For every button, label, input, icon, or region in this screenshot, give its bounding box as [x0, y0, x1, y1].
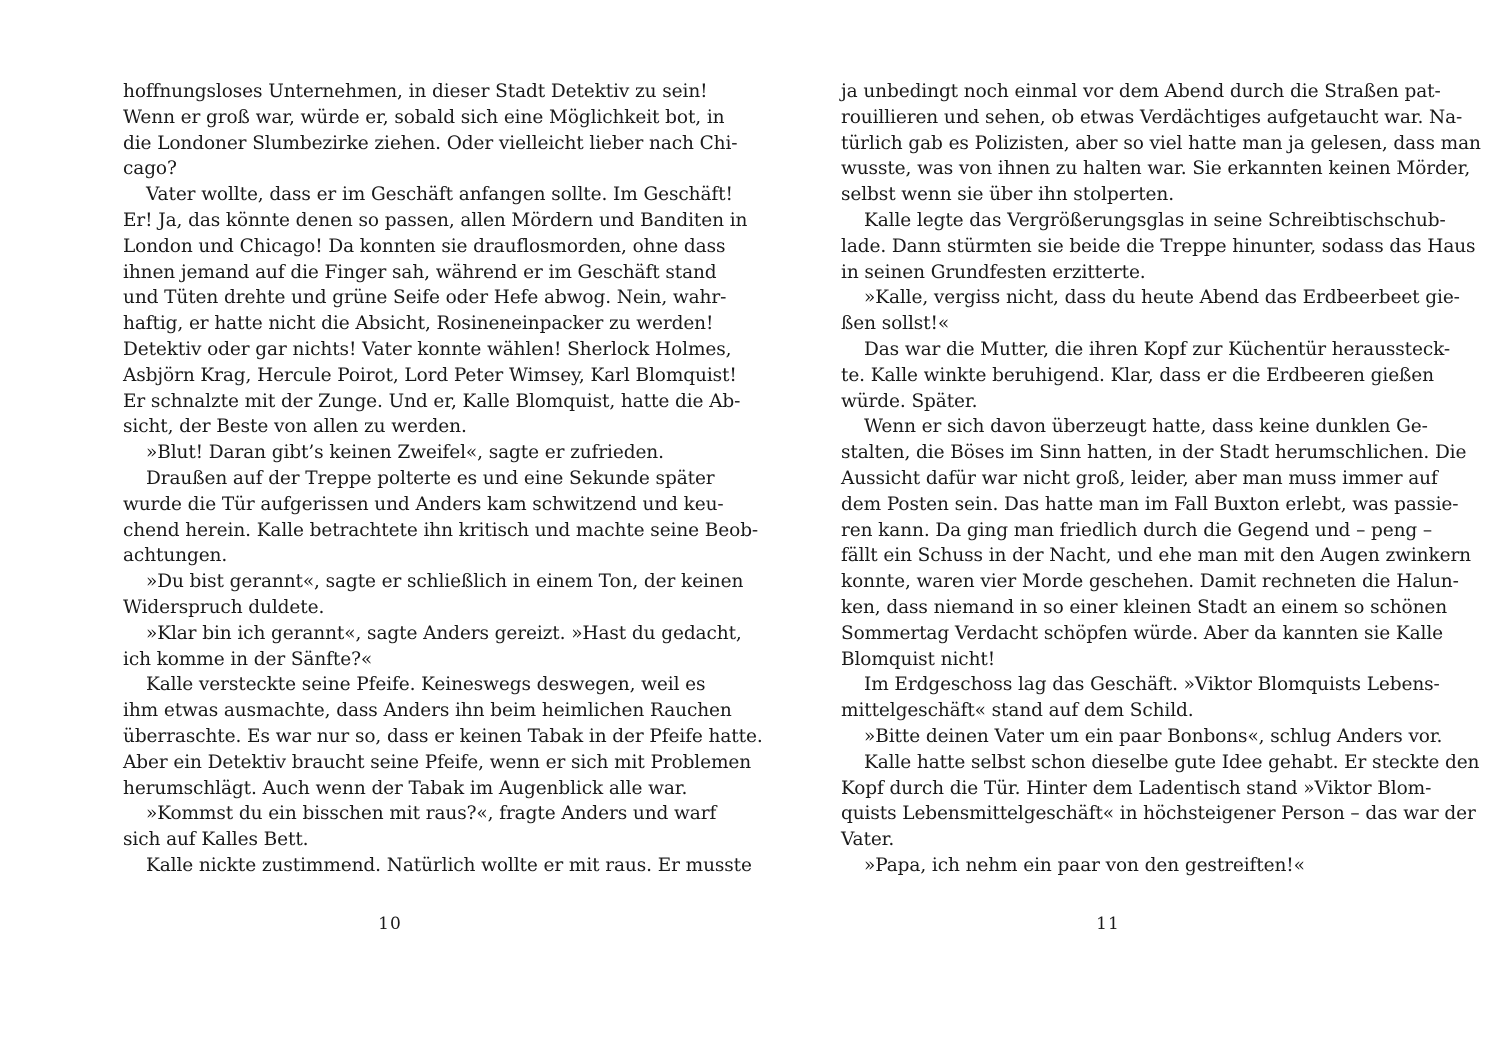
text-line: konnte, waren vier Morde geschehen. Damit rechneten die Halun- [841, 571, 1459, 593]
text-line: haftig, er hatte nicht die Absicht, Rosineneinpacker zu werden! [123, 313, 714, 335]
text-line: lade. Dann stürmten sie beide die Treppe hinunter, sodass das Haus [841, 235, 1476, 257]
text-line: Widerspruch duldete. [123, 596, 325, 618]
text-line: herumschlägt. Auch wenn der Tabak im Augenblick alle war. [123, 777, 688, 799]
text-line: Sommertag Verdacht schöpfen würde. Aber da kannten sie Kalle [841, 622, 1444, 644]
text-line: Blomquist nicht! [841, 648, 996, 670]
right-page-number: 11 [1096, 914, 1120, 934]
text-line: und Tüten drehte und grüne Seife oder Hefe abwog. Nein, wahr- [123, 287, 727, 309]
text-line: ren kann. Da ging man friedlich durch die Gegend und – peng – [841, 519, 1433, 541]
text-line: Er! Ja, das könnte denen so passen, allen Mördern und Banditen in [123, 209, 748, 231]
text-line: wurde die Tür aufgerissen und Anders kam schwitzend und keu- [123, 493, 724, 515]
text-line: te. Kalle winkte beruhigend. Klar, dass er die Erdbeeren gießen [841, 364, 1434, 386]
text-line: Draußen auf der Treppe polterte es und eine Sekunde später [146, 467, 715, 489]
text-line: dem Posten sein. Das hatte man im Fall Buxton erlebt, was passie- [841, 493, 1459, 515]
text-line: »Klar bin ich gerannt«, sagte Anders gereizt. »Hast du gedacht, [146, 622, 742, 644]
text-line: Kalle legte das Vergrößerungsglas in seine Schreibtischschub- [864, 209, 1446, 231]
text-line: Wenn er sich davon überzeugt hatte, dass keine dunklen Ge- [864, 416, 1428, 438]
text-line: selbst wenn sie über ihn stolperten. [841, 184, 1174, 206]
text-line: sicht, der Beste von allen zu werden. [123, 416, 467, 438]
text-line: Asbjörn Krag, Hercule Poirot, Lord Peter Wimsey, Karl Blomquist! [123, 364, 737, 386]
text-line: stalten, die Böses im Sinn hatten, in der Stadt herumschlichen. Die [841, 442, 1467, 464]
text-line: rouillieren und sehen, ob etwas Verdächtiges aufgetaucht war. Na- [841, 106, 1463, 128]
right-page-text [841, 79, 1481, 879]
text-line: Im Erdgeschoss lag das Geschäft. »Viktor Blomquists Lebens- [864, 674, 1440, 696]
text-line: ßen sollst!« [841, 313, 950, 335]
text-line: Aber ein Detektiv braucht seine Pfeife, wenn er sich mit Problemen [123, 751, 752, 773]
text-line: hoffnungsloses Unternehmen, in dieser Stadt Detektiv zu sein! [123, 81, 708, 102]
text-line: ihnen jemand auf die Finger sah, während er im Geschäft stand [123, 261, 717, 283]
text-line: ich komme in der Sänfte?« [123, 648, 373, 670]
text-line: Vater. [841, 829, 895, 851]
text-line: Kalle versteckte seine Pfeife. Keineswegs deswegen, weil es [146, 674, 706, 696]
text-line: »Papa, ich nehm ein paar von den gestreiften!« [864, 854, 1305, 876]
text-line: in seinen Grundfesten erzitterte. [841, 261, 1146, 283]
text-line: Das war die Mutter, die ihren Kopf zur Küchentür heraussteck- [864, 338, 1451, 360]
text-line: sich auf Kalles Bett. [123, 829, 309, 851]
text-line: quists Lebensmittelgeschäft« in höchsteigener Person – das war der [841, 803, 1476, 825]
text-line: Detektiv oder gar nichts! Vater konnte wählen! Sherlock Holmes, [123, 338, 732, 360]
text-line: mittelgeschäft« stand auf dem Schild. [841, 700, 1194, 722]
text-line: Er schnalzte mit der Zunge. Und er, Kalle Blomquist, hatte die Ab- [123, 390, 741, 412]
text-line: chend herein. Kalle betrachtete ihn kritisch und machte seine Beob- [123, 519, 759, 541]
text-line: Kalle hatte selbst schon dieselbe gute Idee gehabt. Er steckte den [864, 751, 1480, 773]
text-line: »Blut! Daran gibt’s keinen Zweifel«, sagte er zufrieden. [146, 442, 664, 464]
text-line: Aussicht dafür war nicht groß, leider, aber man muss immer auf [841, 467, 1438, 489]
left-page-text [123, 79, 763, 879]
text-line: die Londoner Slumbezirke ziehen. Oder vielleicht lieber nach Chi- [123, 132, 738, 154]
text-line: ihm etwas ausmachte, dass Anders ihn beim heimlichen Rauchen [123, 700, 732, 722]
text-line: fällt ein Schuss in der Nacht, und ehe man mit den Augen zwinkern [841, 545, 1471, 567]
text-line: türlich gab es Polizisten, aber so viel hatte man ja gelesen, dass man [841, 132, 1481, 154]
text-line: ken, dass niemand in so einer kleinen Stadt an einem so schönen [841, 596, 1448, 618]
text-line: Kalle nickte zustimmend. Natürlich wollte er mit raus. Er musste [146, 854, 752, 876]
text-line: »Kommst du ein bisschen mit raus?«, fragte Anders und warf [146, 803, 717, 825]
text-line: »Kalle, vergiss nicht, dass du heute Abend das Erdbeerbeet gie- [864, 287, 1460, 309]
text-line: würde. Später. [841, 390, 978, 412]
text-line: Kopf durch die Tür. Hinter dem Ladentisch stand »Viktor Blom- [841, 777, 1432, 799]
text-line: ja unbedingt noch einmal vor dem Abend durch die Straßen pat- [841, 81, 1441, 102]
text-line: überraschte. Es war nur so, dass er keinen Tabak in der Pfeife hatte. [123, 725, 763, 747]
text-line: »Bitte deinen Vater um ein paar Bonbons«, schlug Anders vor. [864, 725, 1443, 747]
text-line: wusste, was von ihnen zu halten war. Sie erkannten keinen Mörder, [841, 158, 1471, 180]
left-page-number: 10 [378, 914, 402, 934]
text-line: cago? [123, 158, 177, 180]
text-line: »Du bist gerannt«, sagte er schließlich in einem Ton, der keinen [146, 571, 744, 593]
text-line: achtungen. [123, 545, 228, 567]
text-line: London und Chicago! Da konnten sie drauflosmorden, ohne dass [123, 235, 726, 257]
text-line: Wenn er groß war, würde er, sobald sich eine Möglichkeit bot, in [123, 106, 725, 128]
text-line: Vater wollte, dass er im Geschäft anfangen sollte. Im Geschäft! [146, 184, 733, 206]
